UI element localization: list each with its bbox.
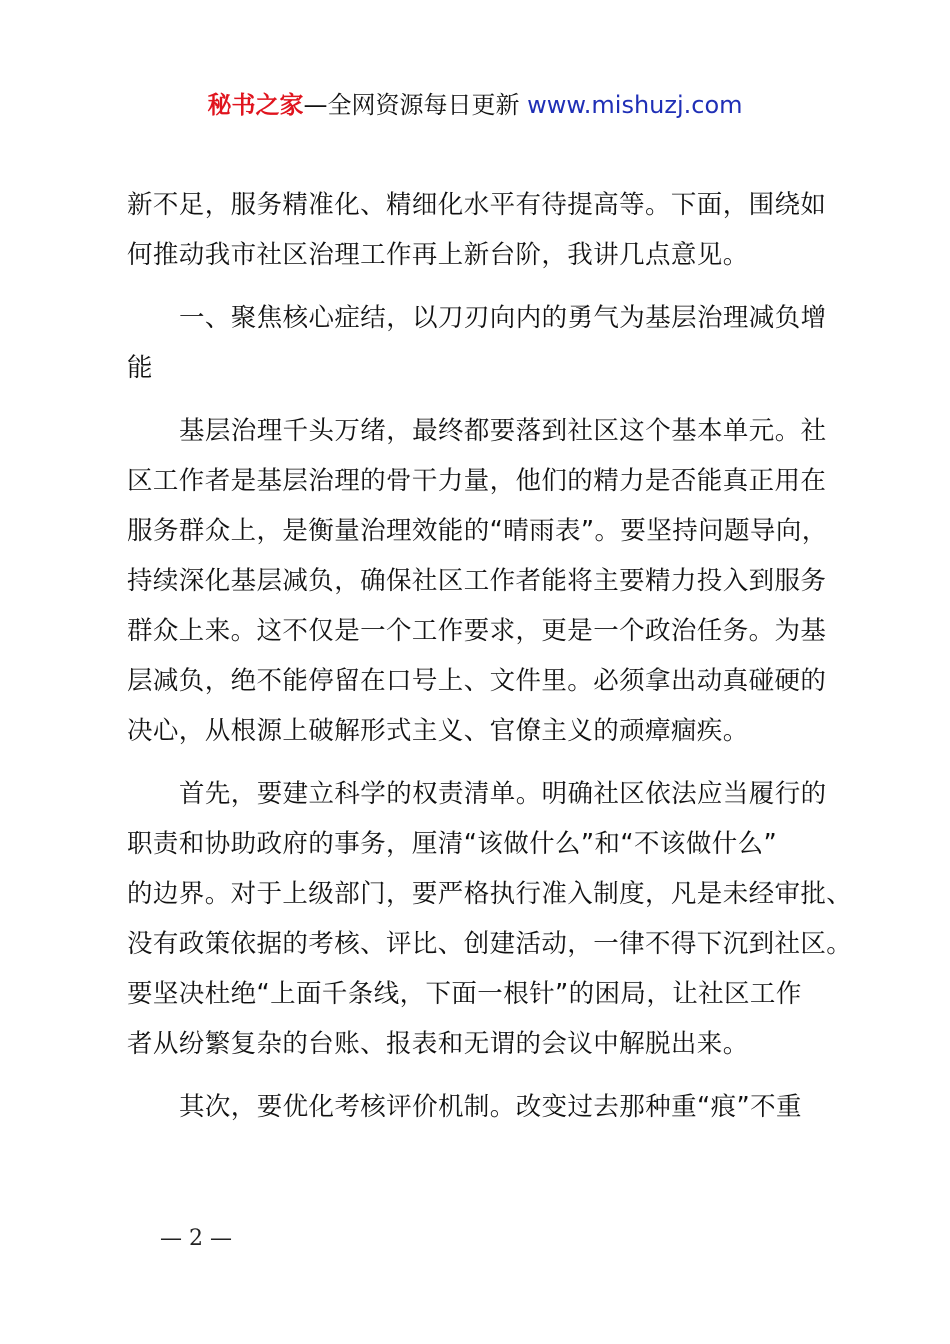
header-tagline: —全网资源每日更新 (303, 91, 520, 119)
text-line: 服务群众上，是衡量治理效能的“晴雨表”。要坚持问题导向， (127, 516, 828, 546)
text-line: 其次，要优化考核评价机制。改变过去那种重“痕”不重 (179, 1092, 802, 1122)
page-number: — 2 — (160, 1226, 232, 1251)
text-line: 的边界。对于上级部门，要严格执行准入制度，凡是未经审批、 (127, 879, 853, 909)
section-heading (127, 293, 835, 393)
heading-line: 能 (127, 353, 153, 383)
text-line: 要坚决杜绝“上面千条线，下面一根针”的困局，让社区工作 (127, 979, 802, 1009)
paragraph (127, 1082, 835, 1132)
text-line: 者从纷繁复杂的台账、报表和无谓的会议中解脱出来。 (127, 1029, 749, 1059)
text-line: 群众上来。这不仅是一个工作要求，更是一个政治任务。为基 (127, 616, 827, 646)
text-line: 首先，要建立科学的权责清单。明确社区依法应当履行的 (179, 779, 827, 809)
text-line: 层减负，绝不能停留在口号上、文件里。必须拿出动真碰硬的 (127, 666, 827, 696)
paragraph (127, 180, 835, 280)
text-line: 决心，从根源上破解形式主义、官僚主义的顽瘴痼疾。 (127, 716, 749, 746)
document-body (127, 180, 853, 1132)
text-line: 区工作者是基层治理的骨干力量，他们的精力是否能真正用在 (127, 466, 827, 496)
text-line: 持续深化基层减负，确保社区工作者能将主要精力投入到服务 (127, 566, 827, 596)
brand-name: 秘书之家 (207, 91, 304, 119)
text-line: 基层治理千头万绪，最终都要落到社区这个基本单元。社 (179, 416, 827, 446)
paragraph (127, 406, 835, 756)
site-url-link[interactable]: www.mishuzj.com (527, 91, 743, 119)
text-line: 何推动我市社区治理工作再上新台阶，我讲几点意见。 (127, 240, 749, 270)
text-line: 职责和协助政府的事务，厘清“该做什么”和“不该做什么” (127, 829, 778, 859)
heading-line: 一、聚焦核心症结，以刀刃向内的勇气为基层治理减负增 (179, 303, 827, 333)
paragraph (127, 769, 853, 1069)
text-line: 新不足，服务精准化、精细化水平有待提高等。下面，围绕如 (127, 190, 827, 220)
text-line: 没有政策依据的考核、评比、创建活动，一律不得下沉到社区。 (127, 929, 853, 959)
page-header (0, 88, 950, 122)
